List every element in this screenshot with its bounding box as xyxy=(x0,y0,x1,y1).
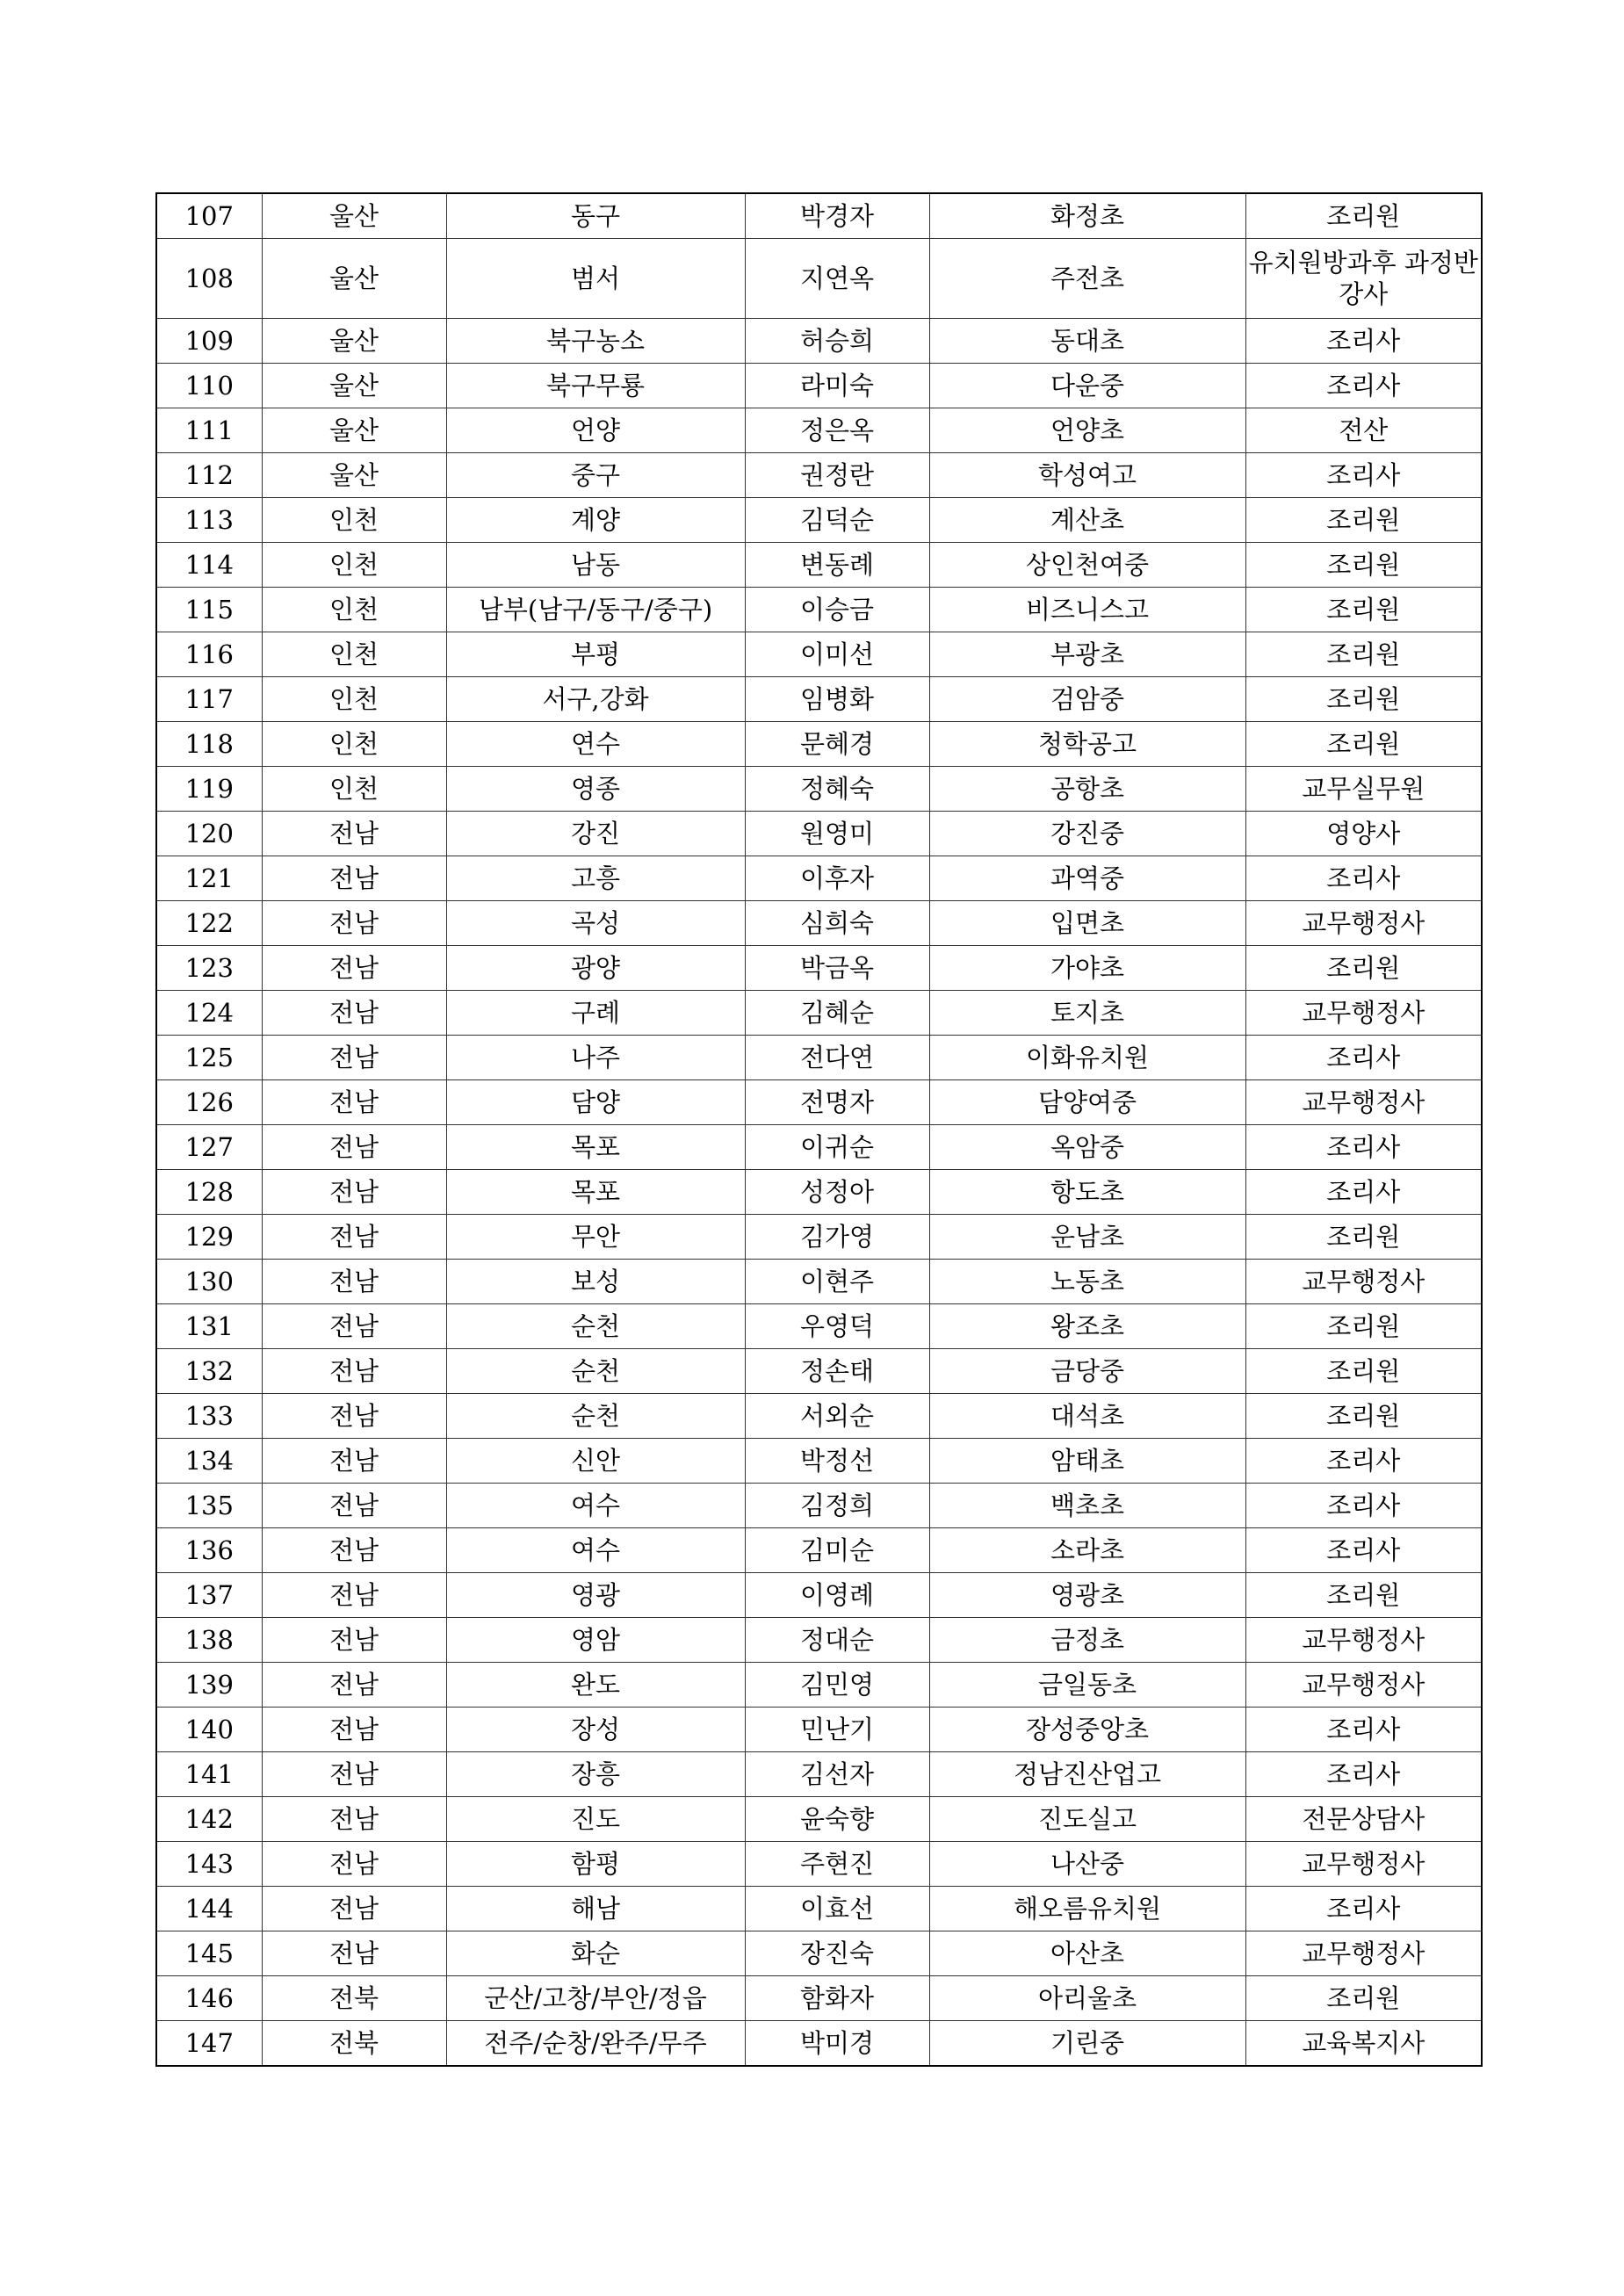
region-cell: 전남 xyxy=(262,1528,446,1573)
branch-cell: 연수 xyxy=(446,722,745,767)
table-body xyxy=(156,193,1482,2066)
branch-cell: 중구 xyxy=(446,453,745,498)
name-cell: 전명자 xyxy=(745,1080,929,1125)
branch-cell: 여수 xyxy=(446,1484,745,1528)
branch-cell: 함평 xyxy=(446,1842,745,1887)
table-row xyxy=(156,856,1482,901)
table-row xyxy=(156,543,1482,588)
row-number-cell: 133 xyxy=(156,1394,262,1439)
table-row xyxy=(156,239,1482,319)
table-row xyxy=(156,1170,1482,1215)
branch-cell: 영암 xyxy=(446,1618,745,1663)
branch-cell: 광양 xyxy=(446,946,745,991)
branch-cell: 순천 xyxy=(446,1349,745,1394)
job-cell: 조리사 xyxy=(1245,453,1482,498)
school-cell: 담양여중 xyxy=(929,1080,1245,1125)
school-cell: 과역중 xyxy=(929,856,1245,901)
job-cell: 조리원 xyxy=(1245,1573,1482,1618)
branch-cell: 화순 xyxy=(446,1931,745,1976)
name-cell: 김정희 xyxy=(745,1484,929,1528)
school-cell: 금일동초 xyxy=(929,1663,1245,1708)
region-cell: 전남 xyxy=(262,1215,446,1260)
name-cell: 심희숙 xyxy=(745,901,929,946)
name-cell: 이후자 xyxy=(745,856,929,901)
row-number-cell: 145 xyxy=(156,1931,262,1976)
school-cell: 부광초 xyxy=(929,632,1245,677)
row-number-cell: 129 xyxy=(156,1215,262,1260)
region-cell: 전남 xyxy=(262,901,446,946)
school-cell: 공항초 xyxy=(929,767,1245,812)
name-cell: 지연옥 xyxy=(745,239,929,319)
job-cell: 교무행정사 xyxy=(1245,1842,1482,1887)
table-row xyxy=(156,901,1482,946)
row-number-cell: 147 xyxy=(156,2021,262,2067)
region-cell: 전남 xyxy=(262,1573,446,1618)
table-row xyxy=(156,1618,1482,1663)
row-number-cell: 111 xyxy=(156,408,262,453)
school-cell: 상인천여중 xyxy=(929,543,1245,588)
table-row xyxy=(156,1931,1482,1976)
row-number-cell: 115 xyxy=(156,588,262,632)
branch-cell: 영광 xyxy=(446,1573,745,1618)
job-cell: 조리원 xyxy=(1245,193,1482,239)
name-cell: 김가영 xyxy=(745,1215,929,1260)
row-number-cell: 138 xyxy=(156,1618,262,1663)
name-cell: 문혜경 xyxy=(745,722,929,767)
branch-cell: 영종 xyxy=(446,767,745,812)
table-row xyxy=(156,2021,1482,2067)
name-cell: 서외순 xyxy=(745,1394,929,1439)
row-number-cell: 137 xyxy=(156,1573,262,1618)
name-cell: 김선자 xyxy=(745,1752,929,1797)
row-number-cell: 135 xyxy=(156,1484,262,1528)
branch-cell: 목포 xyxy=(446,1125,745,1170)
branch-cell: 무안 xyxy=(446,1215,745,1260)
table-row xyxy=(156,1663,1482,1708)
school-cell: 노동초 xyxy=(929,1260,1245,1304)
school-cell: 토지초 xyxy=(929,991,1245,1036)
table-row xyxy=(156,1080,1482,1125)
job-cell: 조리사 xyxy=(1245,1439,1482,1484)
table-row xyxy=(156,1842,1482,1887)
branch-cell: 완도 xyxy=(446,1663,745,1708)
branch-cell: 목포 xyxy=(446,1170,745,1215)
name-cell: 라미숙 xyxy=(745,364,929,408)
job-cell: 조리사 xyxy=(1245,1484,1482,1528)
table-row xyxy=(156,1976,1482,2021)
row-number-cell: 139 xyxy=(156,1663,262,1708)
region-cell: 울산 xyxy=(262,453,446,498)
job-cell: 영양사 xyxy=(1245,812,1482,856)
name-cell: 박경자 xyxy=(745,193,929,239)
branch-cell: 해남 xyxy=(446,1887,745,1931)
name-cell: 정대순 xyxy=(745,1618,929,1663)
school-cell: 진도실고 xyxy=(929,1797,1245,1842)
branch-cell: 서구,강화 xyxy=(446,677,745,722)
branch-cell: 담양 xyxy=(446,1080,745,1125)
table-row xyxy=(156,1215,1482,1260)
row-number-cell: 143 xyxy=(156,1842,262,1887)
row-number-cell: 116 xyxy=(156,632,262,677)
school-cell: 소라초 xyxy=(929,1528,1245,1573)
name-cell: 성정아 xyxy=(745,1170,929,1215)
row-number-cell: 121 xyxy=(156,856,262,901)
region-cell: 전남 xyxy=(262,1036,446,1080)
region-cell: 전남 xyxy=(262,812,446,856)
school-cell: 영광초 xyxy=(929,1573,1245,1618)
job-cell: 조리사 xyxy=(1245,1528,1482,1573)
school-cell: 주전초 xyxy=(929,239,1245,319)
school-cell: 입면초 xyxy=(929,901,1245,946)
school-cell: 운남초 xyxy=(929,1215,1245,1260)
job-cell: 조리원 xyxy=(1245,722,1482,767)
job-cell: 전문상담사 xyxy=(1245,1797,1482,1842)
table-row xyxy=(156,498,1482,543)
region-cell: 인천 xyxy=(262,722,446,767)
job-cell: 유치원방과후 과정반강사 xyxy=(1245,239,1482,319)
table-row xyxy=(156,588,1482,632)
name-cell: 김민영 xyxy=(745,1663,929,1708)
school-cell: 정남진산업고 xyxy=(929,1752,1245,1797)
name-cell: 원영미 xyxy=(745,812,929,856)
region-cell: 전남 xyxy=(262,1170,446,1215)
branch-cell: 북구농소 xyxy=(446,319,745,364)
row-number-cell: 114 xyxy=(156,543,262,588)
branch-cell: 동구 xyxy=(446,193,745,239)
school-cell: 가야초 xyxy=(929,946,1245,991)
table-row xyxy=(156,1797,1482,1842)
row-number-cell: 108 xyxy=(156,239,262,319)
table-row xyxy=(156,1260,1482,1304)
row-number-cell: 122 xyxy=(156,901,262,946)
job-cell: 조리원 xyxy=(1245,1304,1482,1349)
job-cell: 조리사 xyxy=(1245,1170,1482,1215)
name-cell: 임병화 xyxy=(745,677,929,722)
name-cell: 장진숙 xyxy=(745,1931,929,1976)
table-row xyxy=(156,677,1482,722)
branch-cell: 곡성 xyxy=(446,901,745,946)
job-cell: 조리사 xyxy=(1245,1708,1482,1752)
school-cell: 청학공고 xyxy=(929,722,1245,767)
branch-cell: 강진 xyxy=(446,812,745,856)
row-number-cell: 109 xyxy=(156,319,262,364)
school-cell: 학성여고 xyxy=(929,453,1245,498)
school-cell: 암태초 xyxy=(929,1439,1245,1484)
region-cell: 전남 xyxy=(262,1080,446,1125)
job-cell: 조리원 xyxy=(1245,1349,1482,1394)
table-row xyxy=(156,722,1482,767)
branch-cell: 순천 xyxy=(446,1304,745,1349)
table-row xyxy=(156,1036,1482,1080)
region-cell: 전남 xyxy=(262,1842,446,1887)
table-row xyxy=(156,453,1482,498)
region-cell: 전남 xyxy=(262,1260,446,1304)
branch-cell: 신안 xyxy=(446,1439,745,1484)
row-number-cell: 132 xyxy=(156,1349,262,1394)
row-number-cell: 131 xyxy=(156,1304,262,1349)
row-number-cell: 118 xyxy=(156,722,262,767)
name-cell: 김혜순 xyxy=(745,991,929,1036)
table-row xyxy=(156,1484,1482,1528)
region-cell: 전남 xyxy=(262,1931,446,1976)
row-number-cell: 125 xyxy=(156,1036,262,1080)
row-number-cell: 134 xyxy=(156,1439,262,1484)
job-cell: 조리사 xyxy=(1245,1887,1482,1931)
region-cell: 전남 xyxy=(262,1394,446,1439)
table-row xyxy=(156,1573,1482,1618)
region-cell: 전북 xyxy=(262,2021,446,2067)
job-cell: 교무행정사 xyxy=(1245,1663,1482,1708)
name-cell: 함화자 xyxy=(745,1976,929,2021)
region-cell: 전북 xyxy=(262,1976,446,2021)
region-cell: 전남 xyxy=(262,1887,446,1931)
table-row xyxy=(156,1528,1482,1573)
region-cell: 인천 xyxy=(262,632,446,677)
job-cell: 조리원 xyxy=(1245,1976,1482,2021)
name-cell: 전다연 xyxy=(745,1036,929,1080)
name-cell: 김덕순 xyxy=(745,498,929,543)
job-cell: 조리원 xyxy=(1245,1215,1482,1260)
region-cell: 전남 xyxy=(262,946,446,991)
name-cell: 이현주 xyxy=(745,1260,929,1304)
job-cell: 조리사 xyxy=(1245,319,1482,364)
name-cell: 권정란 xyxy=(745,453,929,498)
region-cell: 전남 xyxy=(262,1708,446,1752)
name-cell: 정손태 xyxy=(745,1349,929,1394)
row-number-cell: 113 xyxy=(156,498,262,543)
name-cell: 변동례 xyxy=(745,543,929,588)
job-cell: 조리사 xyxy=(1245,364,1482,408)
school-cell: 동대초 xyxy=(929,319,1245,364)
branch-cell: 북구무룡 xyxy=(446,364,745,408)
row-number-cell: 124 xyxy=(156,991,262,1036)
row-number-cell: 130 xyxy=(156,1260,262,1304)
job-cell: 교무행정사 xyxy=(1245,1618,1482,1663)
name-cell: 허승희 xyxy=(745,319,929,364)
branch-cell: 고흥 xyxy=(446,856,745,901)
row-number-cell: 112 xyxy=(156,453,262,498)
table-row xyxy=(156,812,1482,856)
region-cell: 전남 xyxy=(262,1618,446,1663)
row-number-cell: 128 xyxy=(156,1170,262,1215)
name-cell: 이효선 xyxy=(745,1887,929,1931)
name-cell: 김미순 xyxy=(745,1528,929,1573)
branch-cell: 부평 xyxy=(446,632,745,677)
school-cell: 백초초 xyxy=(929,1484,1245,1528)
school-cell: 장성중앙초 xyxy=(929,1708,1245,1752)
school-cell: 강진중 xyxy=(929,812,1245,856)
branch-cell: 장흥 xyxy=(446,1752,745,1797)
region-cell: 전남 xyxy=(262,856,446,901)
school-cell: 아산초 xyxy=(929,1931,1245,1976)
school-cell: 왕조초 xyxy=(929,1304,1245,1349)
school-cell: 대석초 xyxy=(929,1394,1245,1439)
name-cell: 민난기 xyxy=(745,1708,929,1752)
name-cell: 이귀순 xyxy=(745,1125,929,1170)
region-cell: 인천 xyxy=(262,543,446,588)
branch-cell: 보성 xyxy=(446,1260,745,1304)
region-cell: 전남 xyxy=(262,1304,446,1349)
row-number-cell: 136 xyxy=(156,1528,262,1573)
branch-cell: 구례 xyxy=(446,991,745,1036)
school-cell: 언양초 xyxy=(929,408,1245,453)
row-number-cell: 146 xyxy=(156,1976,262,2021)
table-row xyxy=(156,408,1482,453)
region-cell: 울산 xyxy=(262,408,446,453)
region-cell: 전남 xyxy=(262,1752,446,1797)
region-cell: 울산 xyxy=(262,239,446,319)
table-row xyxy=(156,193,1482,239)
job-cell: 조리사 xyxy=(1245,1125,1482,1170)
school-cell: 아리울초 xyxy=(929,1976,1245,2021)
region-cell: 전남 xyxy=(262,1125,446,1170)
table-row xyxy=(156,632,1482,677)
school-cell: 나산중 xyxy=(929,1842,1245,1887)
region-cell: 인천 xyxy=(262,677,446,722)
region-cell: 전남 xyxy=(262,991,446,1036)
table-row xyxy=(156,1349,1482,1394)
job-cell: 조리사 xyxy=(1245,856,1482,901)
region-cell: 전남 xyxy=(262,1484,446,1528)
branch-cell: 장성 xyxy=(446,1708,745,1752)
school-cell: 계산초 xyxy=(929,498,1245,543)
job-cell: 조리사 xyxy=(1245,1036,1482,1080)
table-row xyxy=(156,1439,1482,1484)
school-cell: 검암중 xyxy=(929,677,1245,722)
job-cell: 조리원 xyxy=(1245,1394,1482,1439)
name-cell: 정은옥 xyxy=(745,408,929,453)
school-cell: 금당중 xyxy=(929,1349,1245,1394)
region-cell: 울산 xyxy=(262,319,446,364)
job-cell: 조리원 xyxy=(1245,946,1482,991)
job-cell: 조리사 xyxy=(1245,1752,1482,1797)
school-cell: 옥암중 xyxy=(929,1125,1245,1170)
branch-cell: 계양 xyxy=(446,498,745,543)
school-cell: 다운중 xyxy=(929,364,1245,408)
region-cell: 울산 xyxy=(262,364,446,408)
school-cell: 비즈니스고 xyxy=(929,588,1245,632)
table-row xyxy=(156,991,1482,1036)
job-cell: 교무행정사 xyxy=(1245,1260,1482,1304)
table-row xyxy=(156,1304,1482,1349)
row-number-cell: 110 xyxy=(156,364,262,408)
name-cell: 이영례 xyxy=(745,1573,929,1618)
name-cell: 우영덕 xyxy=(745,1304,929,1349)
table-row xyxy=(156,1394,1482,1439)
row-number-cell: 142 xyxy=(156,1797,262,1842)
region-cell: 전남 xyxy=(262,1797,446,1842)
branch-cell: 범서 xyxy=(446,239,745,319)
table-row xyxy=(156,767,1482,812)
row-number-cell: 123 xyxy=(156,946,262,991)
school-cell: 항도초 xyxy=(929,1170,1245,1215)
job-cell: 교무실무원 xyxy=(1245,767,1482,812)
job-cell: 조리원 xyxy=(1245,677,1482,722)
name-cell: 박금옥 xyxy=(745,946,929,991)
document-page xyxy=(155,192,1481,2067)
row-number-cell: 119 xyxy=(156,767,262,812)
name-cell: 윤숙향 xyxy=(745,1797,929,1842)
school-cell: 금정초 xyxy=(929,1618,1245,1663)
region-cell: 인천 xyxy=(262,588,446,632)
region-cell: 전남 xyxy=(262,1439,446,1484)
job-cell: 조리원 xyxy=(1245,498,1482,543)
table-row xyxy=(156,1752,1482,1797)
region-cell: 울산 xyxy=(262,193,446,239)
school-cell: 기린중 xyxy=(929,2021,1245,2067)
school-cell: 해오름유치원 xyxy=(929,1887,1245,1931)
branch-cell: 진도 xyxy=(446,1797,745,1842)
table-row xyxy=(156,319,1482,364)
branch-cell: 군산/고창/부안/정읍 xyxy=(446,1976,745,2021)
branch-cell: 나주 xyxy=(446,1036,745,1080)
row-number-cell: 127 xyxy=(156,1125,262,1170)
job-cell: 교무행정사 xyxy=(1245,901,1482,946)
name-cell: 주현진 xyxy=(745,1842,929,1887)
row-number-cell: 126 xyxy=(156,1080,262,1125)
table-row xyxy=(156,1887,1482,1931)
school-cell: 이화유치원 xyxy=(929,1036,1245,1080)
table-row xyxy=(156,1125,1482,1170)
job-cell: 조리원 xyxy=(1245,588,1482,632)
branch-cell: 여수 xyxy=(446,1528,745,1573)
branch-cell: 남동 xyxy=(446,543,745,588)
job-cell: 전산 xyxy=(1245,408,1482,453)
member-table xyxy=(155,192,1483,2067)
row-number-cell: 120 xyxy=(156,812,262,856)
job-cell: 교무행정사 xyxy=(1245,991,1482,1036)
region-cell: 인천 xyxy=(262,498,446,543)
table-row xyxy=(156,1708,1482,1752)
region-cell: 전남 xyxy=(262,1349,446,1394)
name-cell: 박정선 xyxy=(745,1439,929,1484)
table-row xyxy=(156,946,1482,991)
school-cell: 화정초 xyxy=(929,193,1245,239)
branch-cell: 순천 xyxy=(446,1394,745,1439)
job-cell: 조리원 xyxy=(1245,543,1482,588)
job-cell: 교무행정사 xyxy=(1245,1931,1482,1976)
table-row xyxy=(156,364,1482,408)
name-cell: 이미선 xyxy=(745,632,929,677)
region-cell: 전남 xyxy=(262,1663,446,1708)
row-number-cell: 141 xyxy=(156,1752,262,1797)
row-number-cell: 140 xyxy=(156,1708,262,1752)
row-number-cell: 107 xyxy=(156,193,262,239)
row-number-cell: 144 xyxy=(156,1887,262,1931)
job-cell: 조리원 xyxy=(1245,632,1482,677)
branch-cell: 전주/순창/완주/무주 xyxy=(446,2021,745,2067)
branch-cell: 언양 xyxy=(446,408,745,453)
name-cell: 박미경 xyxy=(745,2021,929,2067)
region-cell: 인천 xyxy=(262,767,446,812)
row-number-cell: 117 xyxy=(156,677,262,722)
branch-cell: 남부(남구/동구/중구) xyxy=(446,588,745,632)
name-cell: 이승금 xyxy=(745,588,929,632)
name-cell: 정혜숙 xyxy=(745,767,929,812)
job-cell: 교무행정사 xyxy=(1245,1080,1482,1125)
job-cell: 교육복지사 xyxy=(1245,2021,1482,2067)
